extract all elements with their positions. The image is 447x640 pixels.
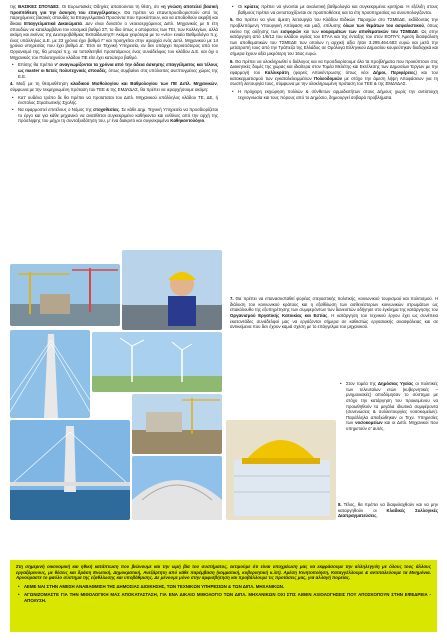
text: .: [376, 513, 378, 519]
text: . Οι Ευρωπαϊκές Οδηγίες απαιτούνται τη θέση, ότι: [58, 4, 161, 9]
list-item: [18, 62, 218, 79]
banner-item: • ΑΓΩΝΙΖΟΜΑΣΤΕ ΓΙΑ ΤΗΝ ΜΙΘΟΛΟΓΙΚΗ ΜΑΣ ΑΠΟΚΑΤΑΣΤΑΣΗ, ΓΙΑ ΕΝΑ ΔΙΚΑΙΟ ΜΙΘΟΛΟΓΙΟ ΤΩΝ ΔΙΠΛ. ΜΗΧΑΝΙΚΩΝ ΟΧΙ ΣΤΙΣ ΑΙΘΕΝ ΑΞΙΟΛΟΓΗΣΕΙΣ ΠΟΥ ΑΠΟΣΚΟΠΟΥΝ ΣΤΗΝ ΕΦΕΔΡΕΙΑ - ΑΠΟΛΥΣΗ.: [24, 592, 431, 603]
text: .: [204, 118, 206, 124]
section-number: 7.: [230, 296, 234, 301]
banner-intro: Στη σημερινή οικονομική και ηθική κατάπτωση που βιώνουμε και την ωμή βία του συστήματος, εκτιμούμε ότι είναι υποχρέωση μας να εκφράσουμε την αλληλεγγύη με όλους τους άλλους εργαζόμενους, με θέσεις και δράση Ενωτική, Δημοκρατική, Ανεξάρτητη από κάθε παρέμβαση (κομματική, κυβερνητική κ.λπ). Αμέση Κινητοποίηση, Καταγγέλλουμε & αντιπαλεύουμε τα Μνημόνια. Αρνούμαστε το φαύλο σύστημα της εξαθλίωσης και υποβάθμισης. Δε μένουμε μόνο στην αμφισβήτηση και προβάλλουμε τις προτάσεις μας, για αλλαγή πορείας.: [16, 564, 431, 581]
text-bold: Επαγγελματικά Δικαιώματα: [24, 20, 82, 26]
text: . Η κατάργηση του τεχνικού έργου έχει ως συνέπεια εκατοντάδες συνάδελφοί μας να εργάζονται σήμερα σε καθεστώς εργασιακής ανασφάλειας και σε αντικείμενα που δεν έχουν καμιά σχέση με το επάγγελμα του μηχανικού.: [230, 312, 439, 330]
list-item: [238, 89, 438, 100]
photo-hardhat-plans: [226, 420, 336, 520]
section-7-intro: [230, 296, 438, 330]
photo-stadium-roof: [132, 456, 222, 520]
text: Θα πρέπει να γίνει άμεση λειτουργία του Κλάδου Ειδικών Παροχών στο ΤΣΜΕΔΕ, εκδίδοντας την προβλεπόμενη Υπουργική Απόφαση και μαζί, επίλυσης: [230, 17, 438, 28]
text-bold: Καθηκοντολόγιο: [170, 118, 205, 124]
section-number: 5.: [230, 17, 234, 23]
text-bold: Δήμοι, Περιφέρειες: [372, 70, 416, 76]
photo-bridge-tower: [10, 420, 130, 520]
text: Μαζί με τη θεσμοθέτηση: [16, 81, 71, 87]
text: Θα πρέπει να επανασυσταθεί φορέας στεγαστικής πολιτικής, κοινωνικού τουρισμού και πολιτισμού. Η διάλυση του κοινωνικού κράτους και η εξαθλίωση των ασθενέστερων κοινωνικών στρωμάτων ως επακόλουθο της εξυπηρέτησης των συμφερόντων των δανειστών οδήγησε στο έγκλημα της κατάργησης του: [230, 296, 438, 313]
text-bold: κουρεμάτων των αποθεματικών του ΤΣΜΕΔΕ: [320, 28, 418, 34]
text: Η πρόχειρη εκχώρηση πολλών & σύνθετων αρμοδιοτήτων στους Δήμους χωρίς την αντίστοιχη τεχνογνωσία και τους πόρους από το Δημόσιο, δημιουργεί σοβαρά προβλήματα.: [238, 88, 438, 100]
text-bold: Πολεοδομιών: [313, 75, 343, 81]
text: Επίσης θα πρέπει: [18, 62, 55, 68]
section-4-bullets: [10, 95, 218, 124]
section-number: 4.: [10, 81, 14, 87]
photo-engineer-helmet: [122, 250, 222, 330]
list-item: [18, 107, 218, 124]
text: οι πολιτικές των τελευταίων ετών (κυβερνητικές – μνημονιακές) αποδόμησαν το σύστημα με στόχο την κατάργηση του προκειμένου να προωθηθούν τα μεγάλα ιδιωτικά συμφέροντα (συνενώσεις & συλλειτουργίες νοσοκομείων). Παράλληλα απαξιώθηκαν οι Τεχν. Υπηρεσίες των: [346, 381, 438, 426]
text: , σύμφωνα με την τεκμηριωμένη πρόταση του ΤΕΕ & της ΕΜΔΥΔΑΣ, θα πρέπει να ιεραρχήσουμε ακόμη:: [10, 81, 218, 92]
text-bold: στοχοθεσίας: [93, 106, 119, 112]
photo-wind-turbines: [92, 332, 222, 392]
text-bold: νοσοκομείων: [355, 420, 383, 426]
section-7-bullets: [338, 381, 438, 434]
closing-banner: [10, 560, 437, 632]
section-6: [230, 59, 438, 87]
text: , όπως συμβαίνει στις υπόλοιπες ανεπτυγμένες χώρες της Ε.Ε.: [18, 68, 218, 79]
text-bold: όλων των θεμάτων του ασφαλιστικού: [343, 22, 424, 28]
text-bold: εισφορών: [280, 28, 302, 34]
text: Κατ' ουδένα τρόπο δε θα πρέπει να προϊσταται του Διπλ. Μηχανικού υπάλληλος κλάδου ΤΕ, ΔΕ, ή ένστολος Στρατιωτικής Σχολής.: [18, 94, 218, 106]
text-bold: Καλλικράτη: [264, 70, 289, 76]
text-bold: ν' αναγνωρίζονται τα χρόνια από την άδεια άσκησης επαγγέλματος και τέλους ως master οι 5ετείς πολυτεχνικές σπουδές: [18, 62, 218, 74]
section-8: [338, 502, 438, 519]
right-column: [230, 4, 438, 102]
text: της: [10, 4, 19, 9]
text: Θα πρέπει να ολοκληρωθεί ο διάλογος και να προσδιορίσουμε όλα τα προβλήματα που προκύπτουν στις Διοικητικές δομές της χώρας και ιδιαίτερα στον Τομέα Μελέτης και Εκτέλεσης των Δημοσίων Έργων με την εφαρμογή του: [230, 58, 438, 76]
text-bold: Κλαδικές Συλλογικές Διαπραγματεύσεις: [338, 507, 438, 519]
section-5: [230, 17, 438, 56]
text: Οι: [238, 4, 245, 9]
section-6-bullets: [230, 89, 438, 100]
list-item: [238, 4, 438, 15]
text: πρέπει να γίνονται με αναλυτική βαθμολογία και συγκεκριμένα κριτήρια. Η εξέλιξη στους βαθμούς πρέπει να αντιστοιχίζονται σε προϋποθέσεις και τα έτη προϋπηρεσίας να συνυπολογίζονται.: [238, 4, 439, 15]
text: . Σε κάθε Δημ. Τεχνική Υπηρεσία να προσδιορίζεται το έργο και για κάθε μηχανικό να ανατίθεται συγκεκριμένο καθήκοντα και ευθύνες από την αρχή της πρόσληψης του μέχρι τη συνταξιοδότηση του, μ' ένα διακριτό και συγκεκριμένο: [18, 106, 218, 124]
top-bullets: [230, 4, 438, 15]
left-column: [10, 4, 218, 126]
photo-construction-site: [132, 394, 222, 454]
text-bold: κλαδικού Μισθολογίου και Βαθμολογίου των ΠΕ Διπλ. Μηχανικών: [70, 81, 217, 87]
text-bold: Οργανισμού Εργατικής Κατοικίας και Εστίας: [230, 312, 328, 318]
text: . Ως στην κατάργηση από 1/6/12 του κλάδου υγείας του ΕΤΑΑ και της ένταξης του στον ΕΟΠΥΥ. Άμεση διασφάλιση των αποθεματικών του ΤΣΜΕΔΕ των οποίων η αρχική αξία ήταν 3.295.464.683 ευρώ και μετά την μετατροπή τους από την Τράπεζα της Ελλάδος σε Ομόλογα Ελληνικού Δημοσίου κουρεύτηκαν διαδοχικά και σήμερα έχουν αξία μικρότερη του 16ος ευρώ.: [230, 28, 439, 57]
section-number: 8.: [338, 502, 342, 507]
text: . Δεν είναι δυνατόν ο νεοεισερχόμενος Διπλ. Μηχανικός με 5 έτη σπουδών να καταλαμβάνει τον ισοσμικό βαθμό ΣΤ, το ίδιο όπως ο απόφοιτος των ΤΕΙ, των Κολλεγίων, αλλά ακόμη και εκείνος της Δευτεροβάθμιας Εκπαίδευσης!!! Ακόμα χειρότερα με το «νέο» ενιαίο Βαθμολόγιο π.χ. ένας υπάλληλος Δ.Ε. με 23 χρόνια έχει βαθμό Γ' και προηγείται στην ιεραρχία ενός Διπλ. Μηχανικού με 14 χρόνια υπηρεσίας που έχει βαθμό Δ'. Έτσι σε Τεχνική Υπηρεσία, αν δεν υπάρχει περισσότερος από τον Οργανισμό της, θα μπορεί π.χ. να τοποθετηθεί προϊστάμενος ένας συνάδελφος του κλάδου Δ.Ε. και όχι ο Μηχανικός του Πολυτεχνείου κλάδου ΠΕ είτε έχει κατώτερο βαθμό.: [10, 20, 218, 60]
text: (φορείς Αποκέντρωσης όπως νέοι: [288, 70, 373, 76]
text: Στον τομέα της: [346, 381, 378, 386]
intro-paragraph: [10, 4, 218, 60]
photo-construction-cranes: [10, 264, 120, 326]
text: Τέλος, θα πρέπει να διαφυλαχθούν και να μην καταργηθούν οι: [338, 502, 438, 513]
section-4: [10, 81, 218, 92]
text-bold: Δημόσιας Υγείας: [377, 381, 414, 386]
intro-bullets: [10, 62, 218, 79]
text: . Θα πρέπει να επανεπροσδιοριστούν από τις παρεχόμενες βασικές σπουδές τα Επαγγελματικά Προσόντα που προκύπτουν, και να αποδοθούν ακριβή και δίκαια: [10, 9, 218, 26]
text: Να εφαρμοστεί επιτέλους ο Νόμος της: [18, 106, 94, 112]
banner-item: • ΛΕΜΕ ΝΑΙ ΣΤΗΝ ΑΜΕΣΗ ΑΝΑΒΑΘΜΙΣΗ ΤΗΣ ΔΗΜΟΣΙΑΣ ΔΙΟΙΚΗΣΗΣ, ΤΩΝ ΤΕΧΝΙΚΩΝ ΥΠΗΡΕΣΙΩΝ & ΤΩΝ ΔΙΠΛ. ΜΗΧΑΝΙΚΩΝ.: [24, 584, 431, 590]
text: με στόχο την άμεση λήψη Αποφάσεων για τη σωστή λειτουργία τους, σύμφωνα με την ολοκληρωμένη πρόταση του ΤΕΕ & της ΕΜΔΥΔΑΣ.: [230, 75, 438, 87]
text: ) και του κατακερματισμού των εγκαταλελειμμένων: [230, 70, 438, 81]
text: και οι Διπλ. Μηχανικοί που υπηρετούν σ' αυτές.: [346, 420, 438, 432]
text-bold: «η γνώση αποτελεί βασική προϋπόθεση για την άσκηση του επαγγέλματος»: [10, 4, 219, 15]
section-number: 6.: [230, 58, 234, 64]
text-bold: ΒΑΣΙΚΕΣ ΣΠΟΥΔΕΣ: [18, 4, 59, 9]
list-item: [18, 95, 218, 106]
text: , όπως εκείνο της αύξησης των: [230, 22, 438, 34]
text-bold: κρίσεις: [244, 4, 260, 9]
photo-bridge-pylon: [10, 330, 90, 418]
list-item: [346, 381, 438, 432]
text: και των: [301, 28, 321, 34]
